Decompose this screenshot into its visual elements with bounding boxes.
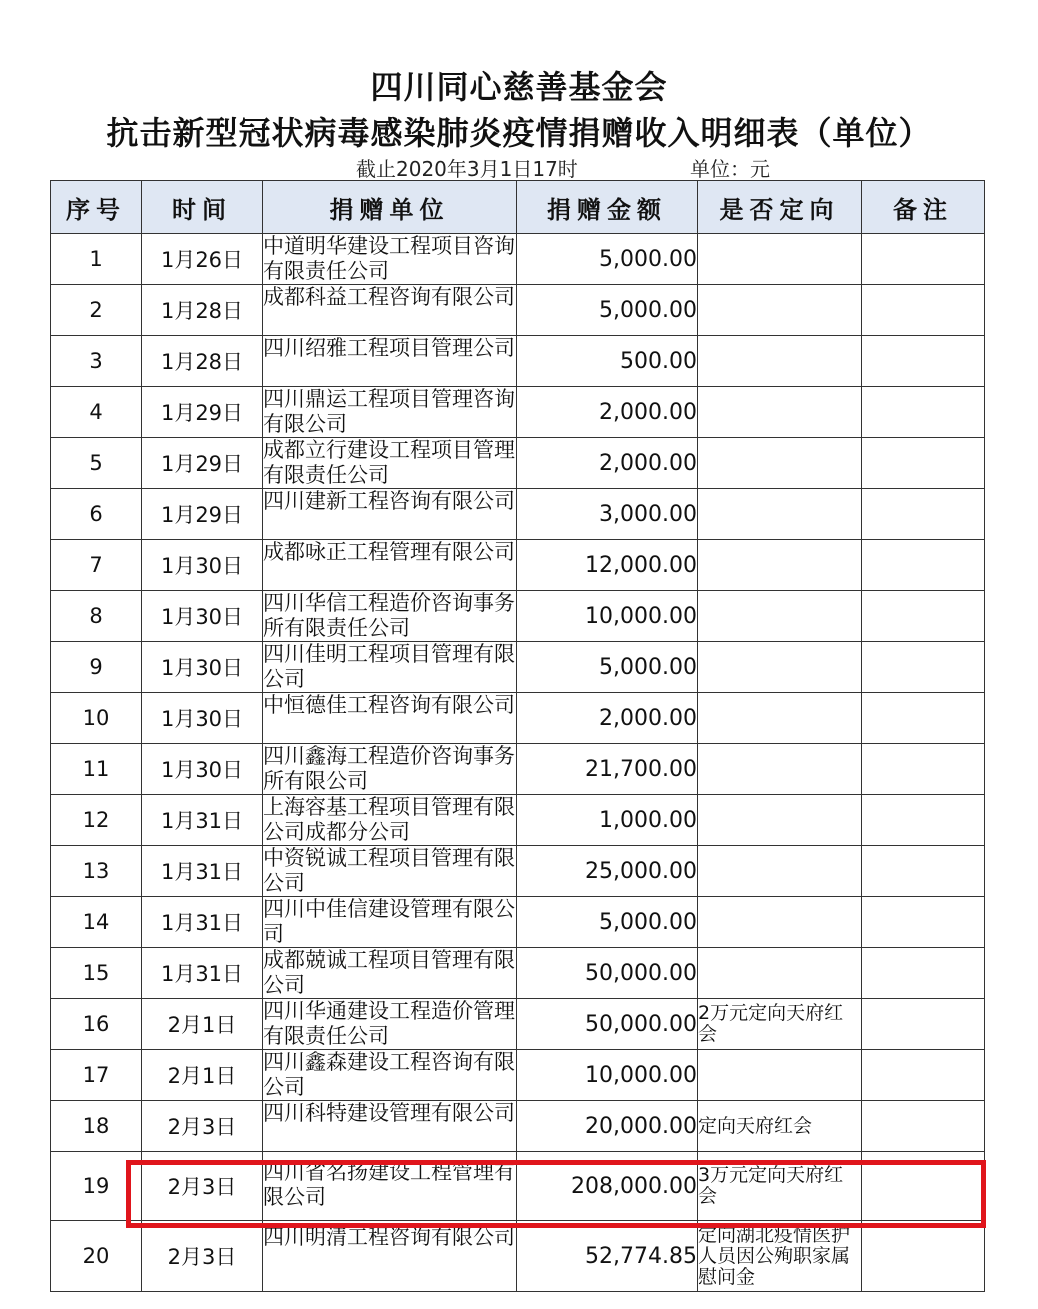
row-date: 2月3日 [142, 1221, 263, 1292]
col-header-donor: 捐赠单位 [263, 181, 517, 234]
row-note [862, 387, 985, 438]
row-donor: 成都科益工程咨询有限公司 [263, 285, 517, 336]
row-index: 18 [51, 1101, 142, 1152]
row-index: 15 [51, 948, 142, 999]
col-header-index: 序号 [51, 181, 142, 234]
row-donor: 中资锐诚工程项目管理有限公司 [263, 846, 515, 895]
row-donor: 四川明清工程咨询有限公司 [263, 1221, 517, 1292]
table-row [51, 234, 985, 285]
row-donor: 四川建新工程咨询有限公司 [263, 489, 517, 540]
row-donor: 成都兢诚工程项目管理有限公司 [263, 948, 515, 997]
table-row [51, 999, 985, 1050]
row-date: 2月1日 [142, 999, 263, 1050]
row-index: 3 [51, 336, 142, 387]
table-title: 抗击新型冠状病毒感染肺炎疫情捐赠收入明细表（单位） [106, 114, 932, 152]
row-donor: 四川科特建设管理有限公司 [263, 1101, 517, 1152]
row-note [862, 234, 985, 285]
table-row [51, 285, 985, 336]
table-row [51, 642, 985, 693]
row-directed [698, 795, 862, 846]
table-row [51, 387, 985, 438]
row-index: 16 [51, 999, 142, 1050]
row-date: 1月31日 [142, 846, 263, 897]
row-note [862, 846, 985, 897]
row-amount: 52,774.85 [517, 1221, 698, 1292]
row-directed [698, 591, 862, 642]
col-header-directed: 是否定向 [698, 181, 862, 234]
row-donor: 四川省名扬建设工程管理有限公司 [263, 1152, 517, 1221]
row-note [862, 1152, 985, 1221]
row-amount: 21,700.00 [517, 744, 698, 795]
row-note [862, 744, 985, 795]
row-donor: 中道明华建设工程项目咨询有限责任公司 [263, 234, 515, 283]
row-note [862, 693, 985, 744]
row-donor: 中恒德佳工程咨询有限公司 [263, 693, 517, 744]
row-amount: 5,000.00 [517, 642, 698, 693]
row-note [862, 489, 985, 540]
row-donor: 四川鑫森建设工程咨询有限公司 [263, 1050, 515, 1099]
row-date: 2月1日 [142, 1050, 263, 1101]
col-header-date: 时间 [142, 181, 263, 234]
row-donor: 四川绍雅工程项目管理公司 [263, 336, 517, 387]
row-amount: 50,000.00 [517, 999, 698, 1050]
row-date: 1月28日 [142, 285, 263, 336]
row-index: 19 [51, 1152, 142, 1221]
unit-label: 单位：元 [690, 157, 770, 181]
row-index: 8 [51, 591, 142, 642]
row-note [862, 948, 985, 999]
row-amount: 3,000.00 [517, 489, 698, 540]
row-donor: 四川中佳信建设管理有限公司 [263, 897, 515, 946]
row-directed: 2万元定向天府红会 [698, 999, 862, 1050]
row-amount: 500.00 [517, 336, 698, 387]
row-directed [698, 846, 862, 897]
row-date: 1月30日 [142, 642, 263, 693]
row-directed [698, 387, 862, 438]
row-amount: 2,000.00 [517, 387, 698, 438]
row-note [862, 1101, 985, 1152]
row-amount: 1,000.00 [517, 795, 698, 846]
col-header-note: 备注 [862, 181, 985, 234]
row-directed [698, 234, 862, 285]
row-date: 1月30日 [142, 744, 263, 795]
row-directed [698, 540, 862, 591]
row-directed: 定向湖北疫情医护人员因公殉职家属慰问金 [698, 1221, 862, 1292]
row-index: 20 [51, 1221, 142, 1292]
row-date: 1月26日 [142, 234, 263, 285]
row-donor: 成都立行建设工程项目管理有限责任公司 [263, 438, 515, 487]
row-date: 1月29日 [142, 489, 263, 540]
row-index: 10 [51, 693, 142, 744]
row-note [862, 540, 985, 591]
row-note [862, 795, 985, 846]
row-index: 1 [51, 234, 142, 285]
table-row [51, 336, 985, 387]
row-note [862, 591, 985, 642]
row-amount: 2,000.00 [517, 438, 698, 489]
row-amount: 12,000.00 [517, 540, 698, 591]
row-index: 17 [51, 1050, 142, 1101]
table-row [51, 693, 985, 744]
row-date: 1月30日 [142, 591, 263, 642]
row-index: 7 [51, 540, 142, 591]
row-date: 1月29日 [142, 387, 263, 438]
row-index: 9 [51, 642, 142, 693]
as-of-date: 截止2020年3月1日17时 [356, 157, 578, 181]
table-header-row [51, 181, 985, 234]
row-date: 2月3日 [142, 1152, 263, 1221]
row-note [862, 1050, 985, 1101]
row-index: 11 [51, 744, 142, 795]
row-amount: 25,000.00 [517, 846, 698, 897]
row-directed [698, 744, 862, 795]
row-donor: 四川鼎运工程项目管理咨询有限公司 [263, 387, 515, 436]
row-amount: 208,000.00 [517, 1152, 698, 1221]
donation-table [50, 180, 985, 1292]
row-index: 12 [51, 795, 142, 846]
table-row [51, 591, 985, 642]
row-directed [698, 1050, 862, 1101]
row-donor: 四川佳明工程项目管理有限公司 [263, 642, 515, 691]
table-row [51, 948, 985, 999]
row-date: 1月31日 [142, 795, 263, 846]
row-directed [698, 285, 862, 336]
row-date: 1月28日 [142, 336, 263, 387]
table-row [51, 795, 985, 846]
row-directed [698, 693, 862, 744]
row-directed [698, 948, 862, 999]
table-row [51, 1152, 985, 1221]
row-amount: 50,000.00 [517, 948, 698, 999]
row-note [862, 1221, 985, 1292]
table-row [51, 846, 985, 897]
row-amount: 2,000.00 [517, 693, 698, 744]
table-row [51, 489, 985, 540]
row-index: 13 [51, 846, 142, 897]
row-date: 2月3日 [142, 1101, 263, 1152]
row-note [862, 438, 985, 489]
row-index: 2 [51, 285, 142, 336]
row-amount: 5,000.00 [517, 234, 698, 285]
row-note [862, 642, 985, 693]
row-directed [698, 438, 862, 489]
table-row [51, 540, 985, 591]
row-date: 1月30日 [142, 693, 263, 744]
row-directed [698, 897, 862, 948]
row-directed: 3万元定向天府红会 [698, 1152, 862, 1221]
row-directed: 定向天府红会 [698, 1101, 862, 1152]
row-donor: 四川华信工程造价咨询事务所有限责任公司 [263, 591, 515, 640]
table-row [51, 438, 985, 489]
row-directed [698, 489, 862, 540]
row-index: 4 [51, 387, 142, 438]
row-amount: 20,000.00 [517, 1101, 698, 1152]
row-amount: 5,000.00 [517, 285, 698, 336]
row-index: 6 [51, 489, 142, 540]
row-directed [698, 642, 862, 693]
row-date: 1月30日 [142, 540, 263, 591]
row-index: 14 [51, 897, 142, 948]
row-donor: 四川鑫海工程造价咨询事务所有限公司 [263, 744, 515, 793]
row-date: 1月31日 [142, 948, 263, 999]
row-note [862, 897, 985, 948]
col-header-amount: 捐赠金额 [517, 181, 698, 234]
row-donor: 上海容基工程项目管理有限公司成都分公司 [263, 795, 515, 844]
row-date: 1月29日 [142, 438, 263, 489]
row-amount: 5,000.00 [517, 897, 698, 948]
row-index: 5 [51, 438, 142, 489]
row-note [862, 336, 985, 387]
table-row [51, 744, 985, 795]
table-row [51, 1050, 985, 1101]
row-donor: 四川华通建设工程造价管理有限责任公司 [263, 999, 515, 1048]
table-row [51, 1101, 985, 1152]
table-row [51, 1221, 985, 1292]
row-donor: 成都咏正工程管理有限公司 [263, 540, 517, 591]
row-amount: 10,000.00 [517, 1050, 698, 1101]
table-row [51, 897, 985, 948]
row-amount: 10,000.00 [517, 591, 698, 642]
row-date: 1月31日 [142, 897, 263, 948]
org-title: 四川同心慈善基金会 [370, 68, 668, 106]
row-note [862, 999, 985, 1050]
row-directed [698, 336, 862, 387]
row-note [862, 285, 985, 336]
